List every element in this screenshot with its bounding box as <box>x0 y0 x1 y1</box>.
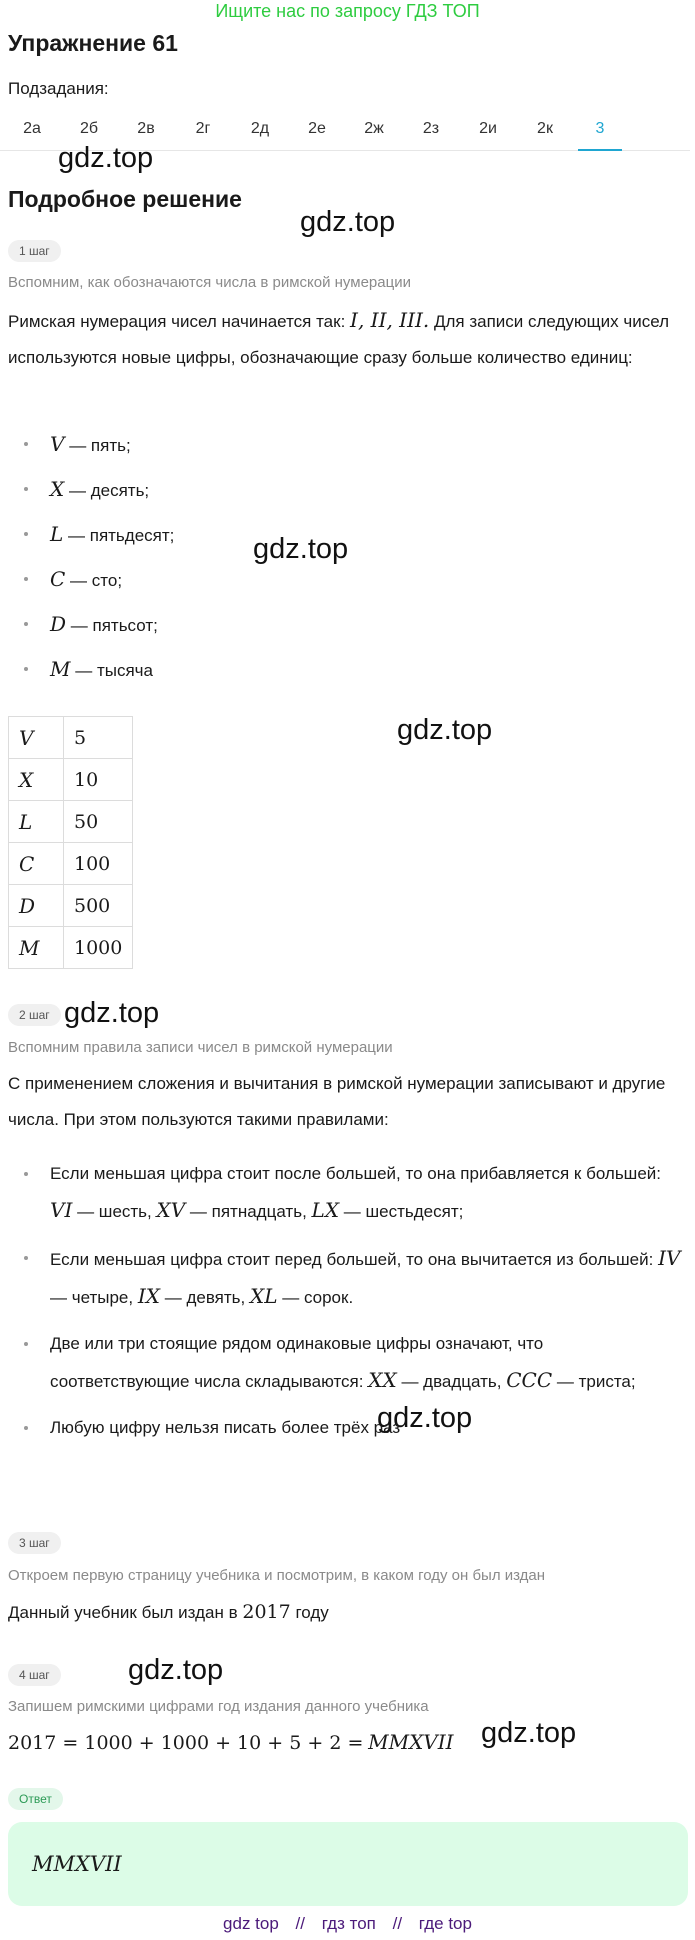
table-cell-symbol: X <box>9 759 64 801</box>
rules-list <box>24 1156 684 1456</box>
rule-text: — шесть, <box>77 1202 152 1221</box>
table-cell-symbol: V <box>9 717 64 759</box>
bullet-icon <box>24 487 28 491</box>
list-item <box>24 471 174 516</box>
watermark: gdz.top <box>58 142 154 174</box>
roman-table <box>8 716 133 969</box>
bullet-icon <box>24 1172 28 1176</box>
math-roman: XL <box>249 1284 278 1308</box>
table-cell-value: 100 <box>64 843 133 885</box>
rule-text: — триста; <box>556 1372 636 1391</box>
step-text <box>8 302 688 376</box>
table-cell-symbol: C <box>9 843 64 885</box>
step-badge: 3 шаг <box>8 1532 61 1554</box>
bullet-icon <box>24 577 28 581</box>
tab-2g[interactable]: 2г <box>195 120 211 137</box>
tab-2i[interactable]: 2и <box>479 120 497 137</box>
roman-digit-list <box>24 426 174 696</box>
rule-text: — пятнадцать, <box>189 1202 307 1221</box>
rule-text: — шестьдесят; <box>343 1202 464 1221</box>
table-cell-value: 500 <box>64 885 133 927</box>
roman-meaning: — сто; <box>70 571 123 590</box>
solution-heading: Подробное решение <box>8 186 242 212</box>
table-cell-symbol: L <box>9 801 64 843</box>
watermark: gdz.top <box>397 714 493 746</box>
tab-2zh[interactable]: 2ж <box>364 120 384 137</box>
math-roman: VI <box>50 1198 73 1222</box>
step-hint: Запишем римскими цифрами год издания данного учебника <box>8 1698 429 1715</box>
roman-meaning: — десять; <box>68 481 150 500</box>
roman-meaning: — пять; <box>69 436 131 455</box>
bullet-icon <box>24 1342 28 1346</box>
footer-link[interactable]: где top <box>418 1914 472 1933</box>
rule-text: — двадцать, <box>401 1372 502 1391</box>
text-part: Римская нумерация чисел начинается так: <box>8 312 346 331</box>
promo-banner[interactable]: Ищите нас по запросу ГДЗ ТОП <box>215 1 480 21</box>
watermark: gdz.top <box>64 997 160 1029</box>
rule-text: Любую цифру нельзя писать более трёх раз <box>50 1418 401 1437</box>
text-part: Данный учебник был издан в <box>8 1603 238 1622</box>
math-roman: IX <box>137 1284 160 1308</box>
footer-link[interactable]: гдз топ <box>321 1914 376 1933</box>
roman-symbol: M <box>50 657 71 681</box>
table-row <box>9 885 133 927</box>
math-roman: I, II, III. <box>350 308 430 332</box>
footer-separator: // <box>295 1914 305 1933</box>
formula <box>8 1724 688 1762</box>
bullet-icon <box>24 442 28 446</box>
table-cell-value: 10 <box>64 759 133 801</box>
tab-3[interactable]: 3 <box>578 112 622 151</box>
math-roman: LX <box>311 1198 340 1222</box>
roman-meaning: — пятьдесят; <box>68 526 175 545</box>
tab-2z[interactable]: 2з <box>422 120 440 137</box>
table-row <box>9 927 133 969</box>
table-cell-value: 50 <box>64 801 133 843</box>
step-hint: Вспомним, как обозначаются числа в римской нумерации <box>8 274 411 291</box>
math-roman: CCC <box>506 1368 553 1392</box>
tab-2e[interactable]: 2е <box>308 120 326 137</box>
table-row <box>9 759 133 801</box>
bullet-icon <box>24 667 28 671</box>
list-item <box>24 606 174 651</box>
table-row <box>9 843 133 885</box>
footer-link[interactable]: gdz top <box>223 1914 279 1933</box>
subtasks-label: Подзадания: <box>8 79 109 98</box>
rule-text: Если меньшая цифра стоит после большей, то она прибавляется к большей: <box>50 1164 661 1183</box>
tab-2v[interactable]: 2в <box>137 120 155 137</box>
answer-box <box>8 1822 688 1906</box>
rule-text: — четыре, <box>50 1288 134 1307</box>
table-cell-symbol: D <box>9 885 64 927</box>
list-item <box>24 1240 684 1316</box>
list-item <box>24 1410 684 1446</box>
table-cell-value: 5 <box>64 717 133 759</box>
rule-text: — сорок. <box>282 1288 354 1307</box>
formula-numeric: 2017 = 1000 + 1000 + 10 + 5 + 2 = <box>8 1732 364 1754</box>
table-row <box>9 717 133 759</box>
math-roman: XV <box>156 1198 186 1222</box>
list-item <box>24 1156 684 1230</box>
rule-text: Две или три стоящие рядом одинаковые цифры означают, что соответствующие числа складываются: <box>50 1334 544 1391</box>
math-roman: XX <box>368 1368 397 1392</box>
roman-symbol: V <box>50 432 65 456</box>
watermark: gdz.top <box>481 1717 577 1749</box>
tab-2d[interactable]: 2д <box>250 120 270 137</box>
page-title: Упражнение 61 <box>8 30 178 56</box>
bullet-icon <box>24 1426 28 1430</box>
list-item <box>24 426 174 471</box>
roman-symbol: C <box>50 567 66 591</box>
text-part: году <box>295 1603 329 1622</box>
bullet-icon <box>24 622 28 626</box>
list-item <box>24 516 174 561</box>
text-part: Для записи следующих чисел используются новые цифры, обозначающие сразу больше количество единиц: <box>8 312 670 367</box>
watermark: gdz.top <box>377 1402 473 1434</box>
step-badge: 2 шаг <box>8 1004 61 1026</box>
rule-text: Если меньшая цифра стоит перед большей, то она вычитается из большей: <box>50 1250 654 1269</box>
formula-roman: MMXVII <box>368 1730 454 1754</box>
rule-text: — девять, <box>164 1288 246 1307</box>
watermark: gdz.top <box>128 1654 224 1686</box>
roman-meaning: — пятьсот; <box>70 616 158 635</box>
watermark: gdz.top <box>300 206 396 238</box>
footer-separator: // <box>392 1914 403 1933</box>
roman-symbol: D <box>50 612 67 636</box>
list-item <box>24 1326 684 1400</box>
step-hint: Откроем первую страницу учебника и посмотрим, в каком году он был издан <box>8 1567 546 1584</box>
footer-links <box>0 1913 695 1935</box>
list-item <box>24 561 174 606</box>
list-item <box>24 651 174 696</box>
roman-symbol: L <box>50 522 64 546</box>
math-roman: IV <box>658 1246 681 1270</box>
watermark: gdz.top <box>253 533 349 565</box>
answer-value: MMXVII <box>32 1852 122 1876</box>
step-badge: 4 шаг <box>8 1664 61 1686</box>
tab-2k[interactable]: 2к <box>537 120 553 137</box>
year-value: 2017 <box>242 1601 291 1623</box>
answer-badge: Ответ <box>8 1788 63 1810</box>
step-text <box>8 1594 688 1631</box>
bullet-icon <box>24 1256 28 1260</box>
table-row <box>9 801 133 843</box>
step-badge: 1 шаг <box>8 240 61 262</box>
step-text: С применением сложения и вычитания в римской нумерации записывают и другие числа. При этом пользуются такими правилами: <box>8 1074 666 1129</box>
tab-2a[interactable]: 2а <box>23 120 41 137</box>
bullet-icon <box>24 532 28 536</box>
tab-2b[interactable]: 2б <box>79 120 99 137</box>
table-cell-value: 1000 <box>64 927 133 969</box>
table-cell-symbol: M <box>9 927 64 969</box>
step-hint: Вспомним правила записи чисел в римской нумерации <box>8 1039 393 1056</box>
roman-symbol: X <box>50 477 65 501</box>
roman-meaning: — тысяча <box>75 661 153 680</box>
